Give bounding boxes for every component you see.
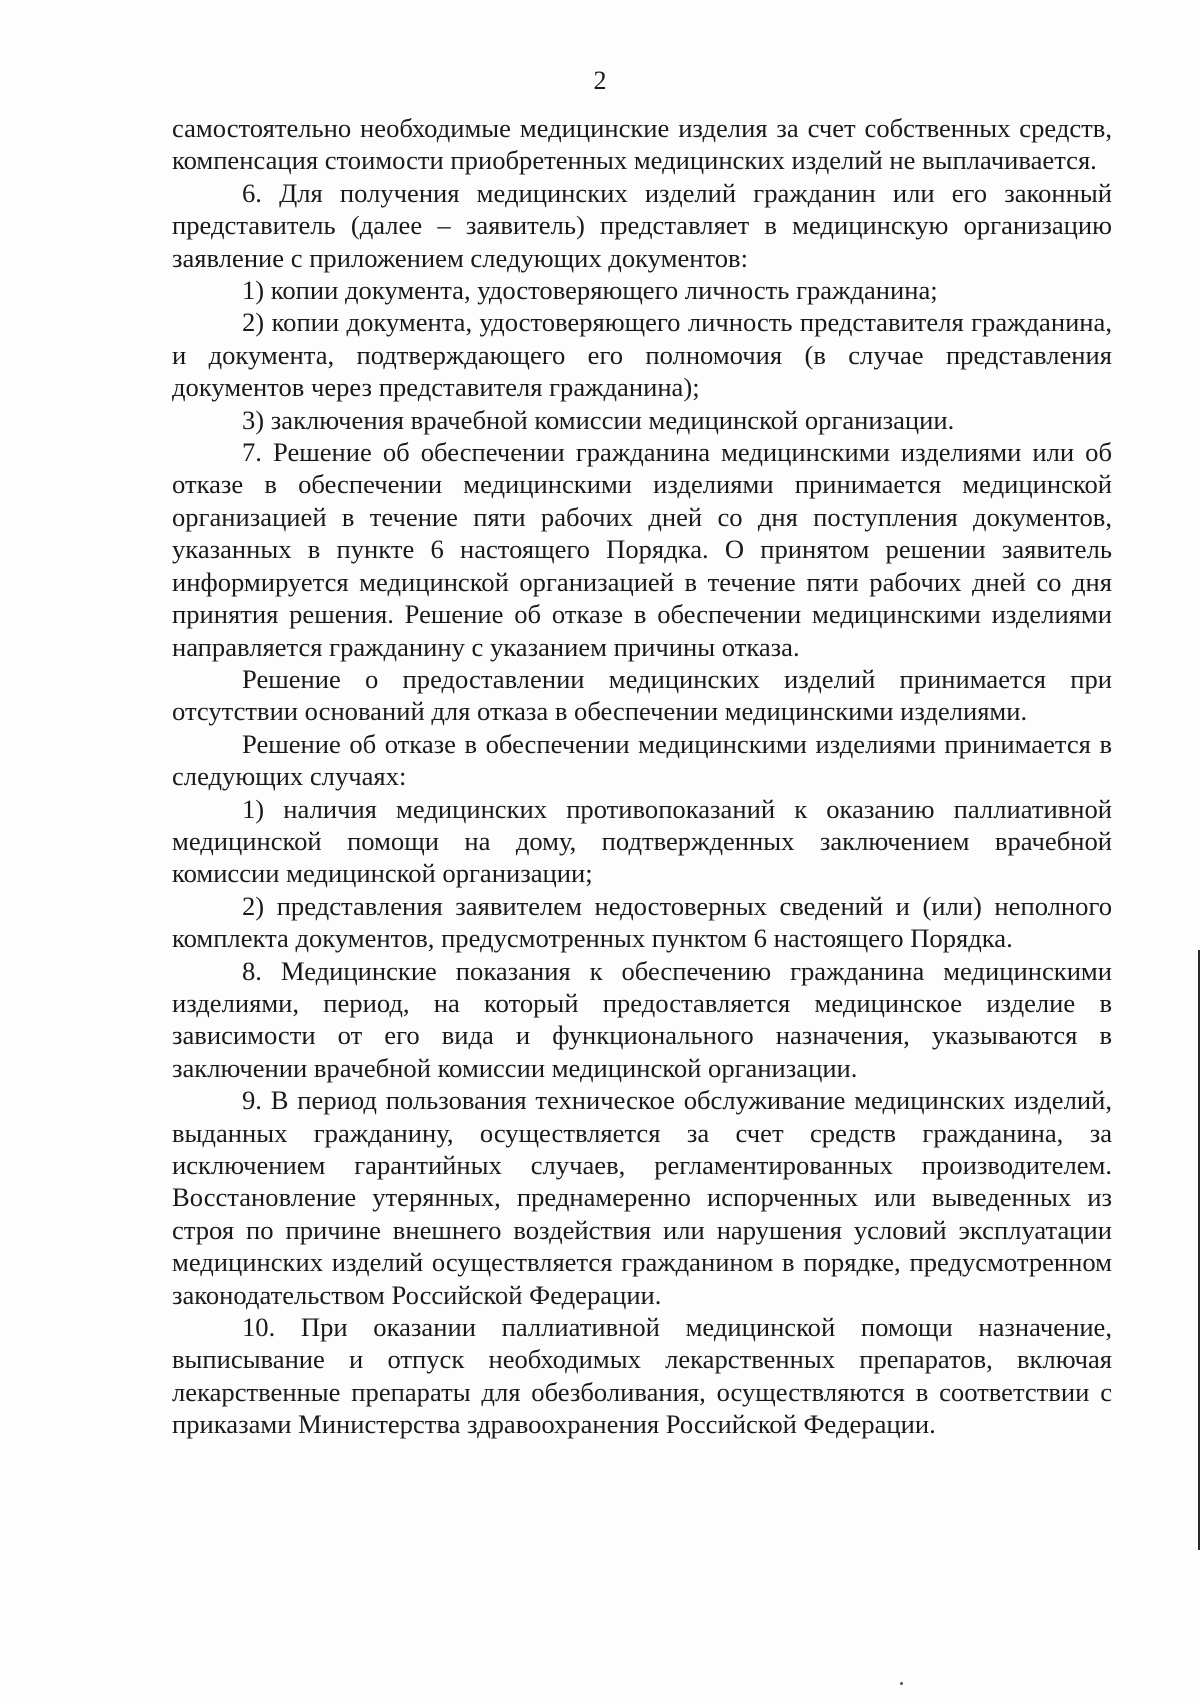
paragraph-item-7: 7. Решение об обеспечении гражданина медицинскими изделиями или об отказе в обеспечении медицинскими изделиями принимается медицинской организацией в течение пяти рабочих дней со дня поступления документов, указанных в пункте 6 настоящего Порядка. О принятом решении заявитель информируется медицинской организацией в течение пяти рабочих дней со дня принятия решения. Решение об отказе в обеспечении медицинскими изделиями направляется гражданину с указанием причины отказа. <box>172 437 1112 662</box>
paragraph-item-6-1: 1) копии документа, удостоверяющего личность гражданина; <box>242 275 938 306</box>
paragraph-item-8: 8. Медицинские показания к обеспечению гражданина медицинскими изделиями, период, на который предоставляется медицинское изделие в зависимости от его вида и функционального назначения, указываются в заключении врачебной комиссии медицинской организации. <box>172 955 1112 1083</box>
page-number: 2 <box>593 66 607 95</box>
paragraph-refusal-case-1: 1) наличия медицинских противопоказаний к оказанию паллиативной медицинской помощи на дому, подтвержденных заключением врачебной комиссии медицинской организации; <box>172 793 1112 889</box>
paragraph-item-6-3: 3) заключения врачебной комиссии медицинской организации. <box>242 404 955 435</box>
scan-speck <box>900 1682 903 1685</box>
paragraph-item-6-2: 2) копии документа, удостоверяющего личность представителя гражданина, и документа, подтверждающего его полномочия (в случае представления документов через представителя гражданина); <box>172 307 1112 403</box>
paragraph-item-9: 9. В период пользования техническое обслуживание медицинских изделий, выданных гражданину, осуществляется за счет средств гражданина, за исключением гарантийных случаев, регламентированных производителем. Восстановление утерянных, преднамеренно испорченных или выведенных из строя по причине внешнего воздействия или нарушения условий эксплуатации медицинских изделий осуществляется гражданином в порядке, предусмотренном законодательством Российской Федерации. <box>172 1085 1112 1310</box>
paragraph-decision-refusal: Решение об отказе в обеспечении медицинскими изделиями принимается в следующих случаях: <box>172 728 1112 792</box>
paragraph-refusal-case-2: 2) представления заявителем недостоверных сведений и (или) неполного комплекта документов, предусмотренных пунктом 6 настоящего Порядка. <box>172 890 1112 954</box>
paragraph-item-10: 10. При оказании паллиативной медицинской помощи назначение, выписывание и отпуск необходимых лекарственных препаратов, включая лекарственные препараты для обезболивания, осуществляются в соответствии с приказами Министерства здравоохранения Российской Федерации. <box>172 1312 1112 1440</box>
paragraph-continuation: самостоятельно необходимые медицинские изделия за счет собственных средств, компенсация стоимости приобретенных медицинских изделий не выплачивается. <box>172 113 1112 176</box>
paragraph-item-6: 6. Для получения медицинских изделий гражданин или его законный представитель (далее – заявитель) представляет в медицинскую организацию заявление с приложением следующих документов: <box>172 177 1112 273</box>
document-body <box>172 112 1112 1441</box>
paragraph-decision-grant: Решение о предоставлении медицинских изделий принимается при отсутствии оснований для отказа в обеспечении медицинскими изделиями. <box>172 663 1112 727</box>
